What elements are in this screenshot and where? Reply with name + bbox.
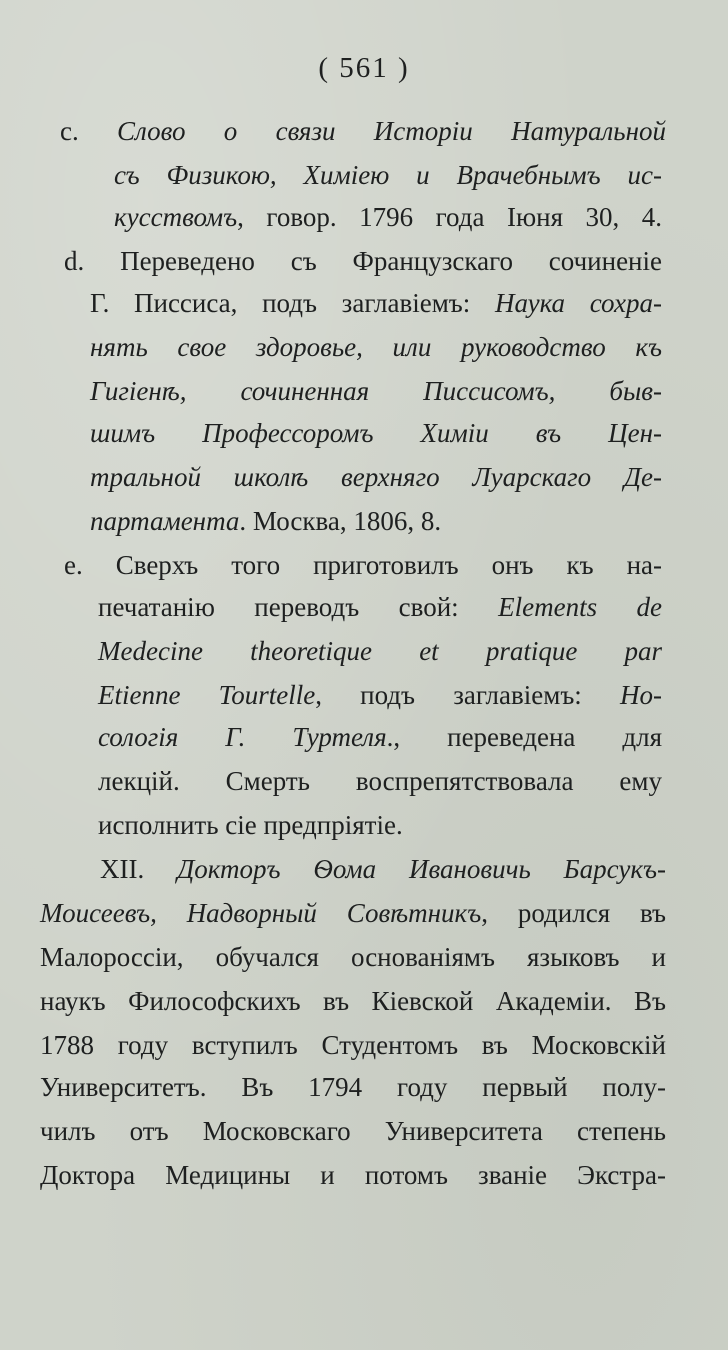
text-run: Малороссіи, обучался основаніямъ языковъ и <box>40 942 666 972</box>
text-run: сологія Г. Туртеля <box>98 722 387 752</box>
item-d-line-3 <box>90 334 662 361</box>
text-run: c. <box>60 116 118 146</box>
page-number: ( 561 ) <box>318 52 410 84</box>
item-e-line-4 <box>98 682 662 709</box>
text-run: Слово о связи Исторіи Натуральной <box>117 116 666 146</box>
item-e-line-1 <box>64 552 662 579</box>
item-d-line-5 <box>90 420 662 447</box>
text-run: печатанію переводъ свой: <box>98 592 499 622</box>
item-d-line-7 <box>90 508 441 535</box>
section-xii-line-6 <box>40 1074 666 1101</box>
text-run: нять свое здоровье, или руководство къ <box>90 332 662 362</box>
item-e-line-2 <box>98 594 662 621</box>
item-c-line-1 <box>60 118 666 145</box>
item-e-line-5 <box>98 724 662 751</box>
text-run: шимъ Профессоромъ Химіи въ Цен- <box>90 418 662 448</box>
text-run: XII. <box>100 854 178 884</box>
text-run: Наука сохра- <box>494 288 662 318</box>
item-c-line-2 <box>114 162 662 189</box>
text-run: тральной школѣ верхняго Луарскаго Де- <box>90 462 662 492</box>
section-xii-line-8 <box>40 1162 666 1189</box>
text-run: , родился въ <box>481 898 667 928</box>
text-run: чилъ отъ Московскаго Университета степень <box>40 1116 666 1146</box>
text-run: Моисеевъ, Надворный Совѣтникъ <box>40 898 482 928</box>
text-run: Etienne Tourtelle <box>98 680 316 710</box>
item-e-line-6 <box>98 768 662 795</box>
text-run: , говор. 1796 года Іюня 30, 4. <box>237 202 662 232</box>
text-run: Г. Писсиса, подъ заглавіемъ: <box>90 288 495 318</box>
item-d-line-2 <box>90 290 662 317</box>
item-e-line-3 <box>98 638 662 665</box>
section-xii-line-4 <box>40 988 666 1015</box>
text-run: партамента <box>90 506 240 536</box>
text-run: Докторъ Ѳома Ивановичь Барсукъ- <box>177 854 666 884</box>
section-xii-line-2 <box>40 900 666 927</box>
text-run: Medecine theoretique et pratique par <box>98 636 662 666</box>
item-d-line-4 <box>90 378 662 405</box>
text-run: исполнить сіе предпріятіе. <box>98 810 403 840</box>
text-run: Гигіенѣ, сочиненная Писсисомъ, быв- <box>90 376 662 406</box>
section-xii-line-3 <box>40 944 666 971</box>
text-run: съ Физикою, Химіею и Врачебнымъ ис- <box>114 160 662 190</box>
text-run: лекцій. Смерть воспрепятствовала ему <box>98 766 662 796</box>
item-d-line-6 <box>90 464 662 491</box>
section-xii-line-7 <box>40 1118 666 1145</box>
section-xii-line-1 <box>100 856 666 883</box>
text-run: e. Сверхъ того приготовилъ онъ къ на- <box>64 550 662 580</box>
text-run: ., переведена для <box>386 722 663 752</box>
item-d-line-1 <box>64 248 662 275</box>
item-c-line-3 <box>114 204 662 231</box>
item-e-line-7 <box>98 812 403 839</box>
section-xii-line-5 <box>40 1032 666 1059</box>
text-run: d. Переведено съ Французскаго сочиненіе <box>64 246 662 276</box>
text-run: 1788 году вступилъ Студентомъ въ Московскій <box>40 1030 666 1060</box>
text-run: Elements de <box>498 592 663 622</box>
text-run: кусствомъ <box>114 202 238 232</box>
text-run: Университетъ. Въ 1794 году первый полу- <box>40 1072 666 1102</box>
text-run: Но- <box>620 680 662 710</box>
text-run: Доктора Медицины и потомъ званіе Экстра- <box>40 1160 666 1190</box>
text-run: наукъ Философскихъ въ Кіевской Академіи. Въ <box>40 986 666 1016</box>
text-run: . Москва, 1806, 8. <box>239 506 442 536</box>
text-run: , подъ заглавіемъ: <box>315 680 620 710</box>
